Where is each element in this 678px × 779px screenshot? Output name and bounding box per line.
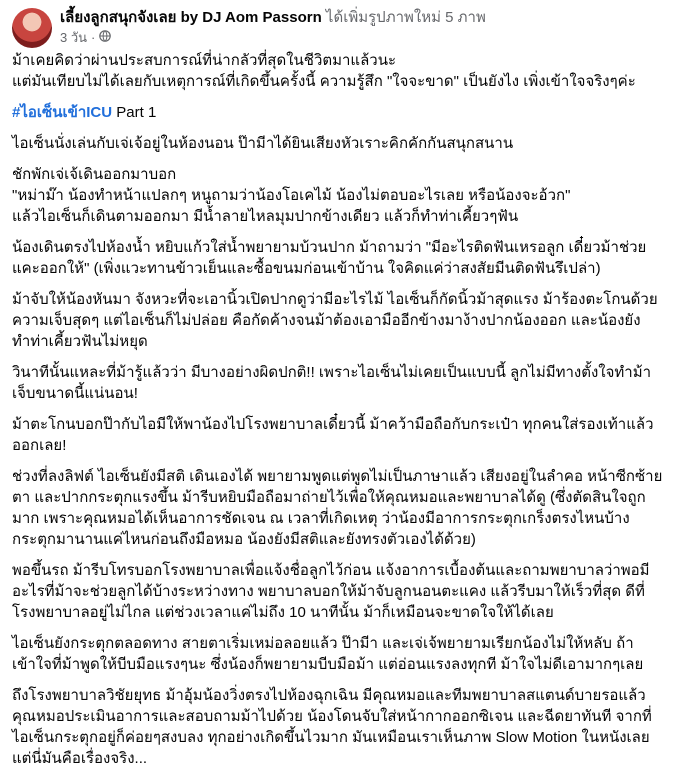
post-paragraph: พอขึ้นรถ ม้ารีบโทรบอกโรงพยาบาลเพื่อแจ้งชื่อลูกไว้ก่อน แจ้งอาการเบื้องต้นและถามพยาบาลว่าพอมีอะไรที่ม้าจะช่วยลูกได้บ้างระหว่างทาง พยาบาลบอกให้ม้าจับลูกนอนตะแคง แล้วรีบมาให้เร็วที่สุด ดีที่โรงพยาบาลอยู่ไม่ไกล แต่ช่วงเวลาแค่ไม่ถึง 10 นาทีนั้น ม้าก็เหมือนจะขาดใจให้ได้เลย (12, 562, 650, 621)
post-action-text: ได้เพิ่มรูปภาพใหม่ 5 ภาพ (325, 9, 486, 26)
post-paragraph: ม้าจับให้น้องหันมา จังหวะที่จะเอานิ้วเปิดปากดูว่ามีอะไรไม้ ไอเซ็นก็กัดนิ้วม้าสุดแรง ม้าร้องตะโกนด้วยความเจ็บสุดๆ แต่ไอเซ็นก็ไม่ปล่อย คือกัดค้างจนม้าต้องเอามืออีกข้างมาง้างปากน้องออก และน้องยังทำท่าเคี้ยวฟันไม่หยุด (12, 291, 658, 350)
post-paragraph: วินาทีนั้นแหละที่ม้ารู้แล้วว่า มีบางอย่างผิดปกติ!! เพราะไอเซ็นไม่เคยเป็นแบบนี้ ลูกไม่มีทางตั้งใจทำม้าเจ็บขนาดนี้แน่นอน! (12, 364, 652, 402)
author-avatar[interactable] (12, 8, 52, 48)
post-body (12, 50, 668, 779)
globe-icon[interactable] (99, 30, 111, 46)
author-name[interactable]: เลี้ยงลูกสนุกจังเลย by DJ Aom Passorn (60, 9, 322, 26)
post-meta (60, 8, 486, 46)
post-paragraph: ไอเซ็นยังกระตุกตลอดทาง สายตาเริ่มเหม่อลอยแล้ว ป๊ามีา และเจ่เจ้พยายามเรียกน้องไม่ให้หลับ ถ้าเข้าใจที่ม้าพูดให้บีบมือแรงๆนะ ซึ่งน้องก็พยายามบีบมือม้า แต่อ่อนแรงลงทุกที ม้าใจไม่ดีเอามากๆเลย (12, 635, 644, 673)
post-paragraph: ม้าตะโกนบอกป๊ากับไอมีให้พาน้องไปโรงพยาบาลเดี๋ยวนี้ ม้าคว้ามือถือกับกระเป๋า ทุกคนใส่รองเท้าแล้วออกเลย! (12, 416, 654, 454)
post-paragraph-intro: ม้าเคยคิดว่าผ่านประสบการณ์ที่น่ากลัวที่สุดในชีวิตมาแล้วนะ แต่มันเทียบไม่ได้เลยกับเหตุการณ์ที่เกิดขึ้นครั้งนี้ ความรู้สึก "ใจจะขาด" เป็นยังไง เพิ่งเข้าใจจริงๆค่ะ (12, 52, 636, 90)
hashtag-line (12, 102, 668, 123)
post-subline (60, 30, 486, 46)
post-timestamp[interactable]: 3 วัน (60, 30, 88, 45)
author-line (60, 8, 486, 28)
post-paragraph: ช่วงที่ลงลิฟต์ ไอเซ็นยังมีสติ เดินเองได้ พยายามพูดแต่พูดไม่เป็นภาษาแล้ว เสียงอยู่ในลำคอ หน้าซีกซ้าย ตา และปากกระตุกแรงขึ้น ม้ารีบหยิบมือถือมาถ่ายไว้เพื่อให้คุณหมอและพยาบาลได้ดู (ซึ่งตัดสินใจถูกมาก เพราะคุณหมอได้เห็นอาการชัดเจน ณ เวลาที่เกิดเหตุ ว่าน้องมีอาการกระตุกเกร็งตรงไหนบ้าง กระตุกมานานแค่ไหนก่อนถึงมือหมอ น้องยังมีสติและยังทรงตัวเองได้ด้วย) (12, 468, 663, 548)
hashtag-part-label: Part 1 (112, 104, 157, 121)
hashtag-link[interactable]: #ไอเซ็นเข้าICU (12, 104, 113, 121)
separator-dot: · (91, 30, 96, 45)
post-paragraph: ชักพักเจ่เจ้เดินออกมาบอก "หม่าม๊า น้องทำหน้าแปลกๆ หนูถามว่าน้องโอเคไม้ น้องไม่ตอบอะไรเลย หรือน้องจะอ้วก" แล้วไอเซ็นก็เดินตามออกมา มีน้ำลายไหลมุมปากข้างเดียว แล้วก็ทำท่าเคี้ยวๆฟัน (12, 166, 571, 225)
post-paragraph: น้องเดินตรงไปห้องน้ำ หยิบแก้วใส่น้ำพยายามบ้วนปาก ม้าถามว่า "มีอะไรติดฟันเหรอลูก เดี๋ยวม้าช่วยแคะออกให้" (เพิ่งแวะทานข้าวเย็นและซื้อขนมก่อนเข้าบ้าน ใจคิดแค่ว่าสงสัยมีนติดฟันรึเปล่า) (12, 239, 647, 277)
post-paragraph: ถึงโรงพยาบาลวิชัยยุทธ ม้าอุ้มน้องวิ่งตรงไปห้องฉุกเฉิน มีคุณหมอและทีมพยาบาลสแตนด์บายรอแล้ว คุณหมอประเมินอาการและสอบถามม้าไปด้วย น้องโดนจับใส่หน้ากากออกซิเจน และฉีดยาทันที จากที่ไอเซ็นกระตุกอยู่ก็ค่อยๆสงบลง ทุกอย่างเกิดขึ้นไวมาก มันเหมือนเราเห็นภาพ Slow Motion ในหนังเลย แต่นี่มันคือเรื่องจริง... (12, 687, 652, 767)
post-paragraph: ไอเซ็นนั่งเล่นกับเจ่เจ้อยู่ในห้องนอน ป๊ามีาได้ยินเสียงหัวเราะคิกคักกันสนุกสนาน (12, 135, 514, 152)
post-header (12, 8, 486, 48)
